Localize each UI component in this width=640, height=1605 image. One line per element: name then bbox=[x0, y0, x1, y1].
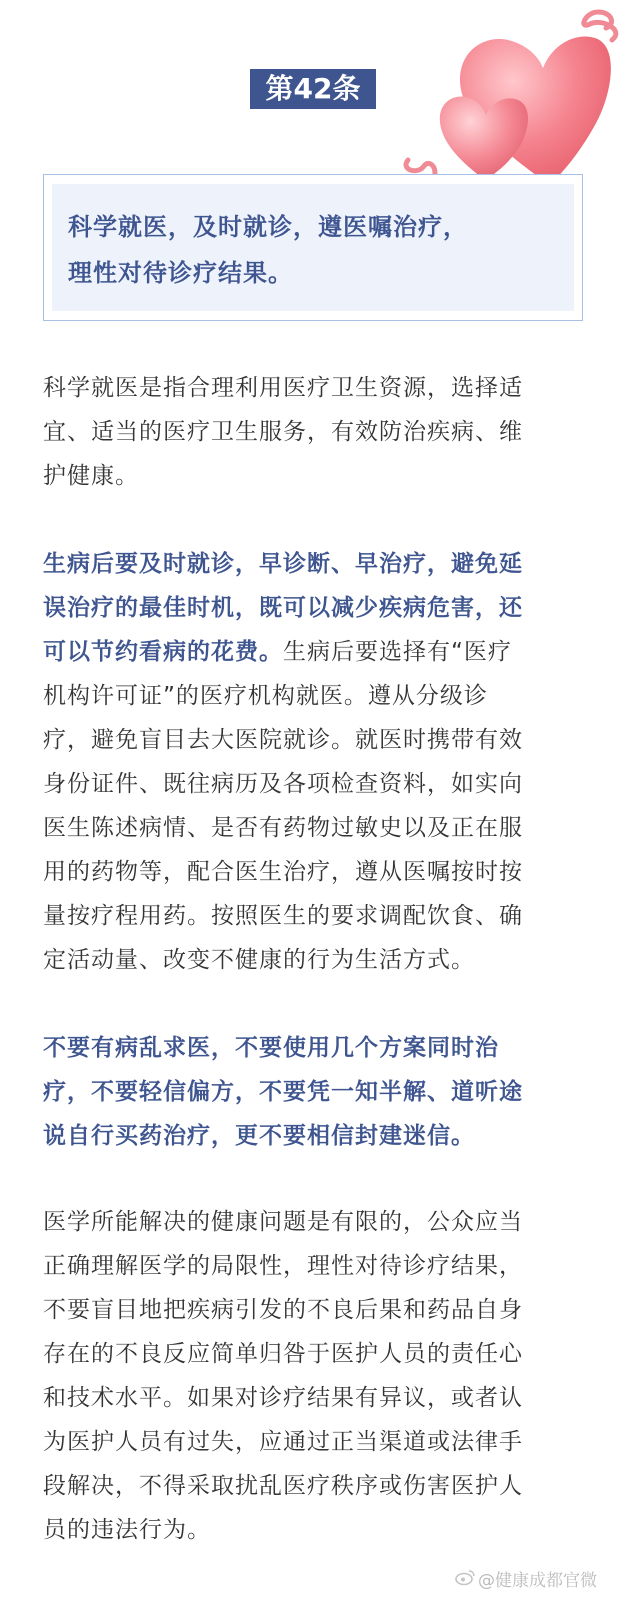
watermark-text: @健康成都官微 bbox=[478, 1571, 597, 1591]
paragraph-2-line: 量按疗程用药。按照医生的要求调配饮食、确 bbox=[43, 903, 523, 929]
paragraph-1-line: 宜、适当的医疗卫生服务，有效防治疾病、维 bbox=[43, 419, 523, 445]
principle-box bbox=[43, 174, 583, 321]
paragraph-2-mixed-line bbox=[43, 633, 512, 666]
swirl-top-icon bbox=[584, 12, 616, 40]
paragraph-2-line: 定活动量、改变不健康的行为生活方式。 bbox=[43, 947, 475, 973]
paragraph-2-line: 身份证件、既往病历及各项检查资料，如实向 bbox=[43, 771, 523, 797]
paragraph-4-line: 为医护人员有过失，应通过正当渠道或法律手 bbox=[43, 1429, 523, 1455]
paragraph-4-line: 医学所能解决的健康问题是有限的，公众应当 bbox=[43, 1209, 523, 1235]
paragraph-1-line: 护健康。 bbox=[43, 463, 139, 489]
paragraph-3-highlight-line: 疗，不要轻信偏方，不要凭一知半解、道听途 bbox=[43, 1079, 523, 1105]
paragraph-4-line: 正确理解医学的局限性，理性对待诊疗结果， bbox=[43, 1253, 523, 1279]
paragraph-4-line: 员的违法行为。 bbox=[43, 1517, 211, 1543]
paragraph-2-highlight-line: 误治疗的最佳时机，既可以减少疾病危害，还 bbox=[43, 595, 523, 621]
paragraph-2-line: 用的药物等，配合医生治疗，遵从医嘱按时按 bbox=[43, 859, 523, 885]
principle-inner-panel bbox=[52, 184, 574, 311]
paragraph-4-line: 和技术水平。如果对诊疗结果有异议，或者认 bbox=[43, 1385, 523, 1411]
paragraph-2-highlight-line: 生病后要及时就诊，早诊断、早治疗，避免延 bbox=[43, 551, 523, 577]
article-number-label: 第42条 bbox=[250, 69, 376, 109]
paragraph-2-line: 医生陈述病情、是否有药物过敏史以及正在服 bbox=[43, 815, 523, 841]
paragraph-2-line: 疗，避免盲目去大医院就诊。就医时携带有效 bbox=[43, 727, 523, 753]
paragraph-4-line: 不要盲目地把疾病引发的不良后果和药品自身 bbox=[43, 1297, 523, 1323]
paragraph-2-highlight-tail: 可以节约看病的花费。 bbox=[43, 639, 283, 665]
paragraph-1-line: 科学就医是指合理利用医疗卫生资源，选择适 bbox=[43, 375, 523, 401]
principle-line-2: 理性对待诊疗结果。 bbox=[68, 259, 293, 287]
paragraph-4-line: 存在的不良反应简单归咎于医护人员的责任心 bbox=[43, 1341, 523, 1367]
weibo-icon bbox=[455, 1568, 475, 1586]
paragraph-2-line: 机构许可证”的医疗机构就医。遵从分级诊 bbox=[43, 683, 488, 709]
paragraph-3-highlight-line: 说自行买药治疗，更不要相信封建迷信。 bbox=[43, 1123, 475, 1149]
paragraph-3-highlight-line: 不要有病乱求医，不要使用几个方案同时治 bbox=[43, 1035, 499, 1061]
paragraph-4-line: 段解决，不得采取扰乱医疗秩序或伤害医护人 bbox=[43, 1473, 523, 1499]
principle-line-1: 科学就医，及时就诊，遵医嘱治疗， bbox=[68, 213, 468, 241]
paragraph-2-text-start: 生病后要选择有“医疗 bbox=[283, 639, 512, 665]
